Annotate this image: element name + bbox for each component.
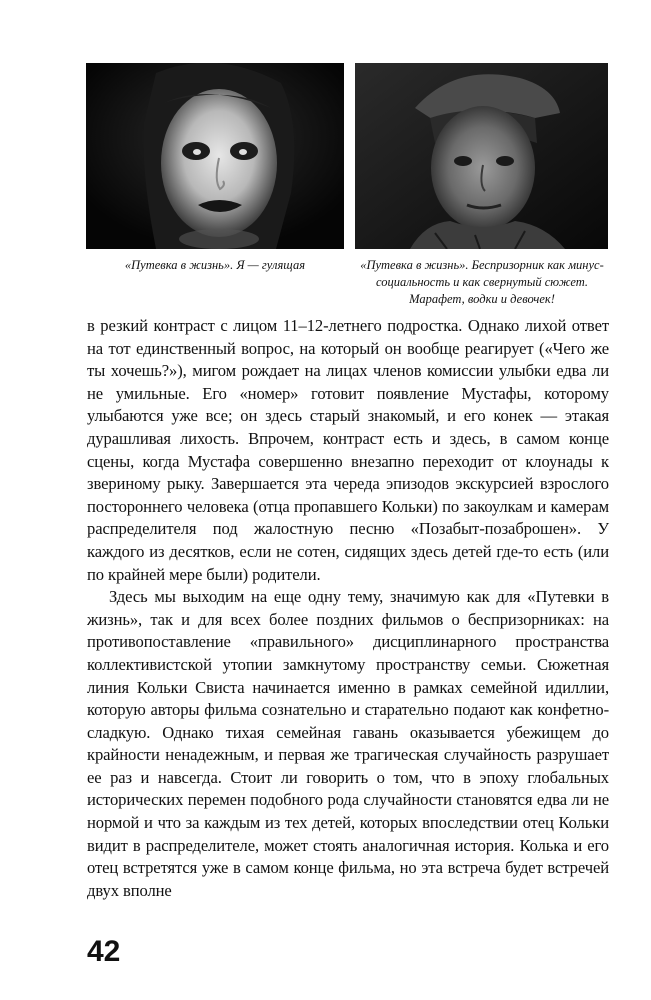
photo-boy	[355, 63, 608, 249]
photo-caption-right: «Путевка в жизнь». Беспризорник как минус-социальность и как свернутый сюжет. Марафет, водки и девочек!	[360, 258, 604, 306]
photo-caption-left: «Путевка в жизнь». Я — гулящая	[124, 258, 306, 272]
page-number: 42	[87, 935, 121, 968]
photo-girl-image	[86, 63, 344, 249]
paragraph: в резкий контраст с лицом 11–12-летнего подростка. Однако лихой ответ на тот единственный вопрос, на который он вообще реагирует («Чего же ты хочешь?»), мигом рождает на лицах членов комиссии улыбки едва ли не умильные. Его «номер» готовит появление Мустафы, которому улыбаются уже все; он здесь старый знакомый, и его конек — этакая дурашливая лихость. Впрочем, контраст есть и здесь, в самом конце сцены, когда Мустафа совершенно внезапно переходит от клоунады к звериному рыку. Завершается эта череда эпизодов экскурсией взрослого постороннего человека (отца пропавшего Кольки) по закоулкам и камерам распределителя под жалостную песню «Позабыт-позаброшен». У каждого из десятков, если не сотен, сидящих здесь детей где-то есть (или по крайней мере были) родители.	[87, 316, 609, 584]
body-text	[87, 315, 609, 902]
photo-boy-image	[355, 63, 608, 249]
paragraph: Здесь мы выходим на еще одну тему, значимую как для «Путевки в жизнь», так и для всех более поздних фильмов о беспризорниках: на противопоставление «правильного» дисциплинарного пространства коллективистской утопии замкнутому пространству семьи. Сюжетная линия Кольки Свиста начинается именно в рамках семейной идиллии, которую авторы фильма сознательно и старательно подают как конфетно-сладкую. Однако тихая семейная гавань оказывается убежищем до крайности ненадежным, и первая же трагическая случайность разрушает ее раз и навсегда. Стоит ли говорить о том, что в эпоху глобальных исторических перемен подобного рода случайности становятся едва ли не нормой и что за каждым из тех детей, которых впоследствии отец Кольки видит в распределителе, может стоять аналогичная история. Колька и его отец встретятся уже в самом конце фильма, но эта встреча будет встречей двух вполне	[87, 587, 609, 900]
photo-girl	[86, 63, 344, 249]
